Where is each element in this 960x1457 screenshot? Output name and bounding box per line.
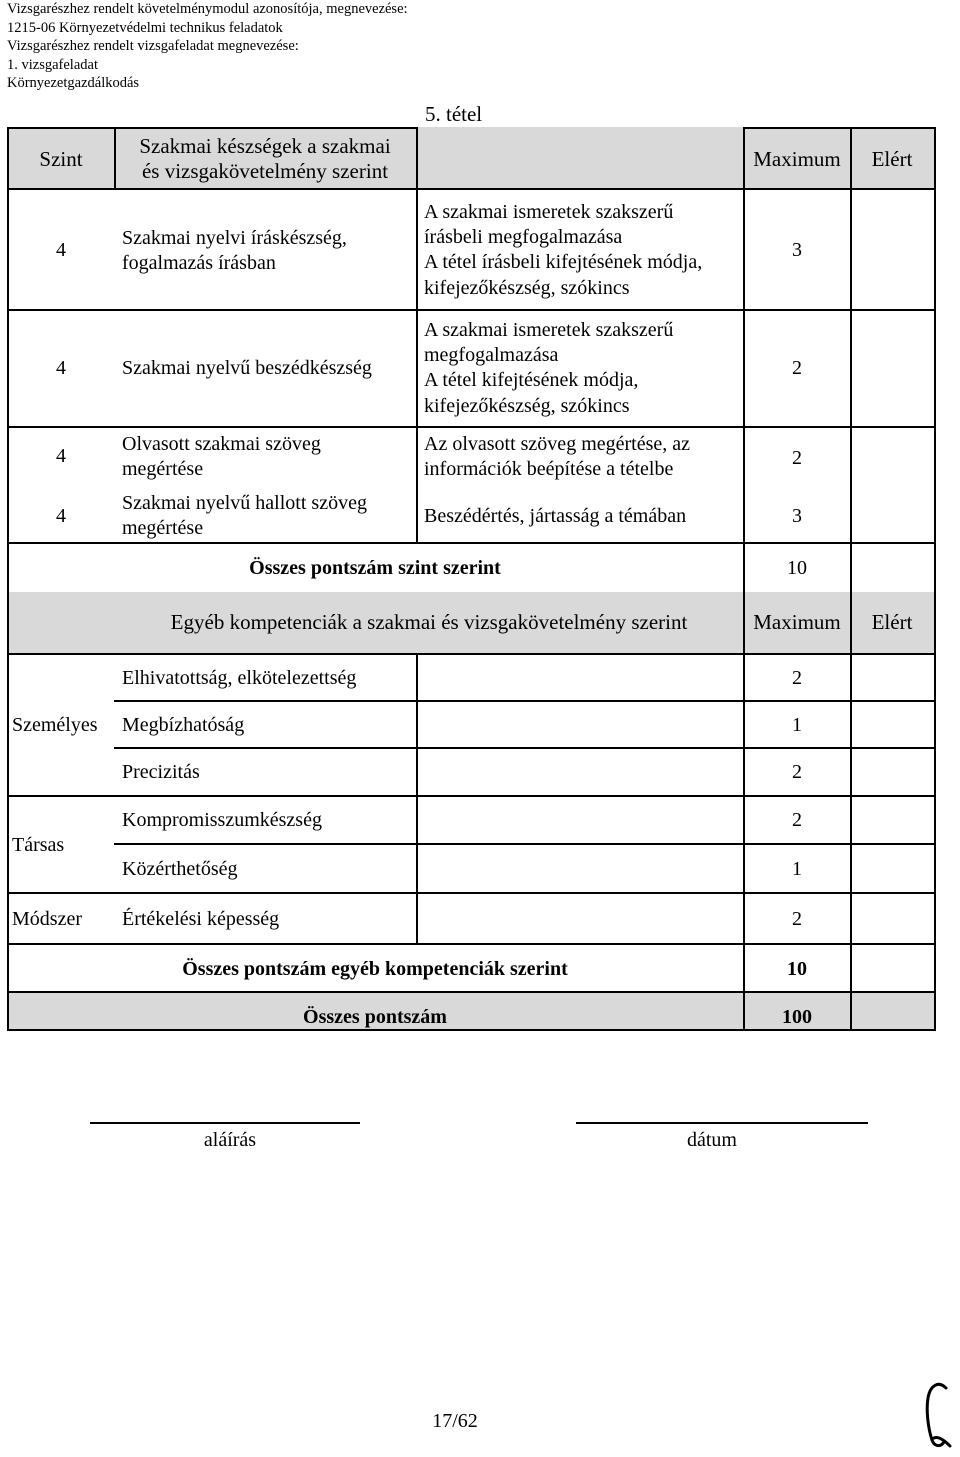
- date-label: dátum: [687, 1129, 737, 1151]
- skill-desc-line: kifejezőkészség, szókincs: [424, 395, 630, 417]
- skill-desc-line: információk beépítése a tételbe: [424, 458, 674, 480]
- grand-total-value: 100: [782, 1006, 812, 1028]
- competence-label: Kompromisszumkészség: [122, 809, 322, 831]
- document-header: [7, 0, 408, 93]
- grand-total-label: Összes pontszám: [303, 1006, 447, 1028]
- skill-name-line: megértése: [122, 458, 204, 480]
- skill-desc-line: megfogalmazása: [424, 344, 559, 366]
- skill-max: 2: [792, 447, 802, 469]
- skill-desc-line: kifejezőkészség, szókincs: [424, 277, 630, 299]
- skill-max: 3: [792, 505, 802, 527]
- signature-label: aláírás: [203, 1129, 257, 1151]
- skill-desc-line: Beszédértés, jártasság a témában: [424, 505, 687, 527]
- col-elert: Elért: [871, 147, 913, 171]
- skill-level: 4: [56, 239, 66, 261]
- skill-max: 2: [792, 357, 802, 379]
- competence-max: 2: [792, 667, 802, 689]
- skill-desc-line: A szakmai ismeretek szakszerű: [424, 201, 674, 223]
- col-maximum: Maximum: [753, 147, 841, 171]
- competence-max: 1: [792, 858, 802, 880]
- skill-desc-line: Az olvasott szöveg megértése, az: [424, 433, 691, 455]
- task-name: Környezetgazdálkodás: [7, 75, 140, 91]
- skills-total-label: Összes pontszám szint szerint: [249, 557, 501, 579]
- skill-max: 3: [792, 239, 802, 261]
- competence-max: 2: [792, 809, 802, 831]
- skills-total-value: 10: [787, 557, 807, 579]
- competence-max: 1: [792, 714, 802, 736]
- signature-line: [90, 1122, 360, 1124]
- skill-desc-line: A szakmai ismeretek szakszerű: [424, 319, 674, 341]
- handwritten-mark-icon: [920, 1380, 956, 1452]
- skill-name-line: fogalmazás írásban: [122, 252, 276, 274]
- skill-name-line: Olvasott szakmai szöveg: [122, 433, 321, 455]
- tetel-title: 5. tétel: [425, 102, 483, 126]
- skill-name-line: Szakmai nyelvű hallott szöveg: [122, 492, 367, 514]
- col-skill-line2: és vizsgakövetelmény szerint: [141, 159, 389, 183]
- module-label: Vizsgarészhez rendelt követelménymodul azonosítója, megnevezése:: [7, 1, 408, 17]
- skill-desc-line: A tétel írásbeli kifejtésének módja,: [424, 251, 703, 273]
- skill-level: 4: [56, 445, 66, 467]
- skill-level: 4: [56, 505, 66, 527]
- date-line: [576, 1122, 868, 1124]
- competence-label: Megbízhatóság: [122, 714, 245, 736]
- skill-name-line: megértése: [122, 517, 204, 539]
- page-number: 17/62: [432, 1410, 478, 1432]
- task-number: 1. vizsgafeladat: [7, 56, 98, 73]
- skill-name-line: Szakmai nyelvű beszédkészség: [122, 357, 372, 379]
- competence-label: Értékelési képesség: [122, 908, 280, 930]
- group-name: Társas: [12, 834, 65, 856]
- group-name: Személyes: [12, 714, 98, 736]
- competence-total-value: 10: [787, 958, 807, 980]
- competence-max: 2: [792, 908, 802, 930]
- competence-max: 2: [792, 761, 802, 783]
- skill-level: 4: [56, 357, 66, 379]
- skill-desc-line: írásbeli megfogalmazása: [424, 226, 623, 248]
- group-name: Módszer: [12, 908, 82, 930]
- skill-name-line: Szakmai nyelvi íráskészség,: [122, 227, 347, 249]
- competence-header: Egyéb kompetenciák a szakmai és vizsgakövetelmény szerint: [170, 610, 688, 634]
- col-maximum-2: Maximum: [753, 610, 841, 634]
- col-szint: Szint: [39, 147, 83, 171]
- col-elert-2: Elért: [871, 610, 913, 634]
- competence-label: Elhivatottság, elkötelezettség: [122, 667, 357, 689]
- competence-label: Közérthetőség: [122, 858, 238, 880]
- skill-desc-line: A tétel kifejtésének módja,: [424, 369, 639, 391]
- competence-total-label: Összes pontszám egyéb kompetenciák szerint: [182, 958, 568, 980]
- task-label: Vizsgarészhez rendelt vizsgafeladat megnevezése:: [7, 38, 299, 54]
- col-skill-line1: Szakmai készségek a szakmai: [139, 134, 391, 158]
- competence-label: Precizitás: [122, 761, 200, 783]
- module-value: 1215-06 Környezetvédelmi technikus feladatok: [7, 19, 283, 36]
